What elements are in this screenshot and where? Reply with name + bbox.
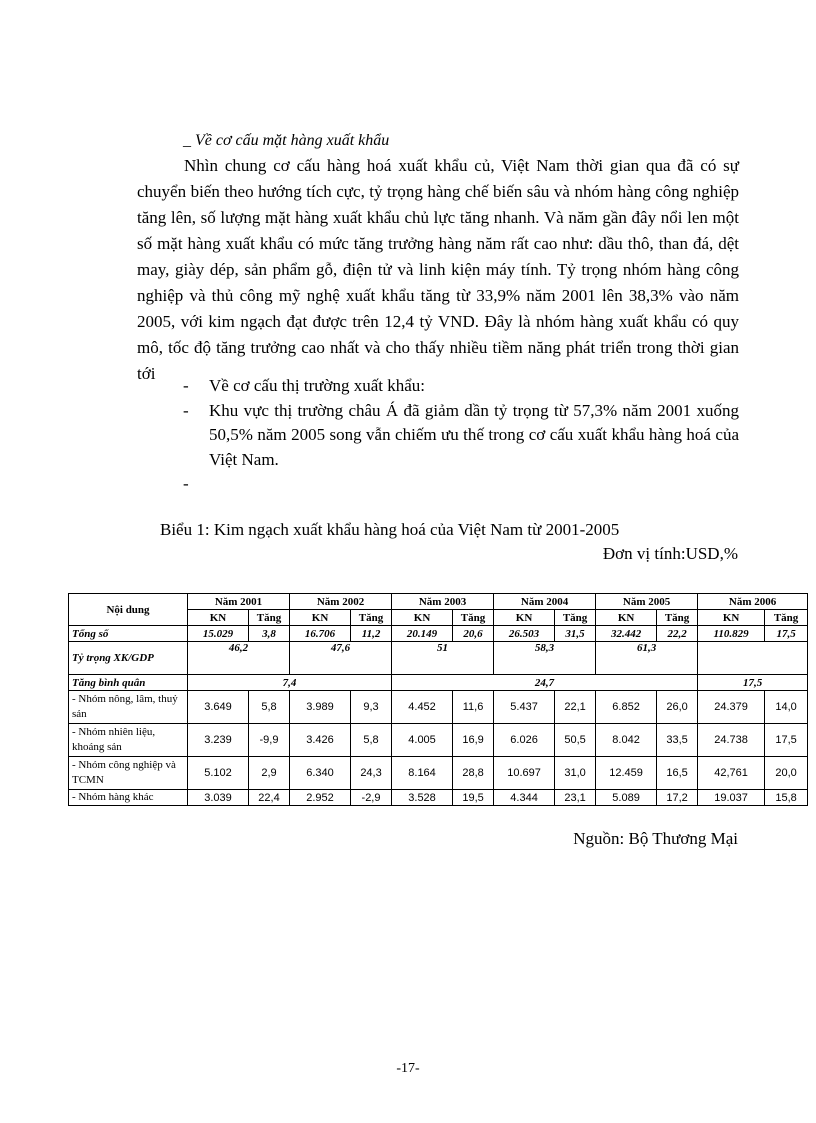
table-cell: 20,0 [765,757,808,790]
table-cell: 3.528 [392,790,453,806]
header-tang: Tăng [249,610,290,626]
table-cell: 6.852 [596,691,657,724]
table-cell: 3.989 [290,691,351,724]
header-tang: Tăng [351,610,392,626]
table-cell: 28,8 [453,757,494,790]
table-cell: 17,2 [657,790,698,806]
bullet-dash: - [183,474,189,493]
row-label: - Nhóm hàng khác [69,790,188,806]
group-row [69,757,808,790]
row-label: - Nhóm nông, lâm, thuỷ sản [69,691,188,724]
body-paragraph: Nhìn chung cơ cấu hàng hoá xuất khẩu củ, Việt Nam thời gian qua đã có sự chuyển biến theo hướng tích cực, tỷ trọng hàng chế biến sâu và nhóm hàng công nghiệp tăng lên, số lượng mặt hàng xuất khẩu chủ lực tăng nhanh. Và năm gần đây nổi len một số mặt hàng xuất khẩu có mức tăng trưởng hàng năm rất cao như: dầu thô, than đá, dệt may, giày dép, sản phẩm gỗ, điện tử và linh kiện máy tính. Tỷ trọng nhóm hàng công nghiệp và thủ công mỹ nghệ xuất khẩu tăng từ 33,9% năm 2001 lên 38,3% vào năm 2005, với kim ngạch đạt được trên 12,4 tỷ VND. Đây là nhóm hàng xuất khẩu có quy mô, tốc độ tăng trưởng cao nhất và cho thấy nhiều tiềm năng phát triển trong thời gian tới [137,156,739,383]
table-cell: 47,6 [290,642,392,675]
header-year: Năm 2006 [698,594,808,610]
table-cell: 22,1 [555,691,596,724]
table-cell: 17,5 [765,724,808,757]
header-year: Năm 2001 [188,594,290,610]
table-cell: 15,8 [765,790,808,806]
table-header-row [69,594,808,610]
table-cell: 3.426 [290,724,351,757]
bullet-item [183,374,739,399]
average-row [69,675,808,691]
header-kn: KN [494,610,555,626]
table-cell: 61,3 [596,642,698,675]
bullet-text: Về cơ cấu thị trường xuất khẩu: [209,376,426,395]
table-cell: 6.026 [494,724,555,757]
header-year: Năm 2004 [494,594,596,610]
header-tang: Tăng [657,610,698,626]
table-cell: 33,5 [657,724,698,757]
table-cell: 10.697 [494,757,555,790]
table-cell: 24,7 [392,675,698,691]
table-cell: 17,5 [698,675,808,691]
table-cell: 17,5 [765,626,808,642]
table-cell: 16.706 [290,626,351,642]
group-row [69,790,808,806]
header-kn: KN [596,610,657,626]
table-cell: 3,8 [249,626,290,642]
table-cell: 11,6 [453,691,494,724]
table-cell: 5.102 [188,757,249,790]
row-label: - Nhóm nhiên liệu, khoáng sản [69,724,188,757]
table-cell: 5,8 [249,691,290,724]
table-cell: 4.005 [392,724,453,757]
group-row [69,691,808,724]
header-year: Năm 2005 [596,594,698,610]
header-tang: Tăng [765,610,808,626]
bullet-item [183,399,739,473]
table-cell: 16,9 [453,724,494,757]
table-cell: 31,5 [555,626,596,642]
header-content: Nội dung [69,594,188,626]
table-cell: 19.037 [698,790,765,806]
table-cell: 6.340 [290,757,351,790]
total-row [69,626,808,642]
table-cell: 42,761 [698,757,765,790]
table-cell: 5.089 [596,790,657,806]
table-cell: 31,0 [555,757,596,790]
table-cell: 12.459 [596,757,657,790]
bullet-list [183,374,739,493]
bullet-dash: - [183,376,189,395]
header-tang: Tăng [555,610,596,626]
header-kn: KN [290,610,351,626]
group-row [69,724,808,757]
table-cell: 51 [392,642,494,675]
table-cell: 23,1 [555,790,596,806]
table-cell: 58,3 [494,642,596,675]
table-cell: 110.829 [698,626,765,642]
ratio-row [69,642,808,675]
unit-label: Đơn vị tính:USD,% [602,544,738,563]
table-cell: 16,5 [657,757,698,790]
table-cell: 5,8 [351,724,392,757]
header-year: Năm 2002 [290,594,392,610]
table-cell: 9,3 [351,691,392,724]
table-cell: 22,4 [249,790,290,806]
table-cell: 5.437 [494,691,555,724]
header-kn: KN [698,610,765,626]
table-cell: 3.039 [188,790,249,806]
header-year: Năm 2003 [392,594,494,610]
table-cell [698,642,808,675]
table-cell: 26,0 [657,691,698,724]
table-cell: 4.452 [392,691,453,724]
table-cell: 19,5 [453,790,494,806]
header-kn: KN [188,610,249,626]
table-cell: 11,2 [351,626,392,642]
header-kn: KN [392,610,453,626]
source-note: Nguồn: Bộ Thương Mại [573,829,738,848]
table-cell: 2.952 [290,790,351,806]
table-cell: 22,2 [657,626,698,642]
row-label: Tăng bình quân [69,675,188,691]
table-cell: 3.649 [188,691,249,724]
table-cell: 32.442 [596,626,657,642]
table-cell: 3.239 [188,724,249,757]
page-number: -17- [396,1061,420,1076]
table-cell: -9,9 [249,724,290,757]
section-subheading: _ Về cơ cấu mặt hàng xuất khẩu [183,132,390,149]
row-label: - Nhóm công nghiệp và TCMN [69,757,188,790]
table-cell: 50,5 [555,724,596,757]
table-cell: 24.738 [698,724,765,757]
bullet-dash: - [183,400,189,420]
table-cell: 7,4 [188,675,392,691]
table-cell: 24,3 [351,757,392,790]
table-cell: 20.149 [392,626,453,642]
table-cell: 26.503 [494,626,555,642]
table-cell: 2,9 [249,757,290,790]
table-cell: 20,6 [453,626,494,642]
row-label: Tỷ trọng XK/GDP [69,642,188,675]
table-cell: 46,2 [188,642,290,675]
table-cell: 8.164 [392,757,453,790]
row-label: Tổng số [69,626,188,642]
export-table [68,593,808,806]
table-caption: Biểu 1: Kim ngạch xuất khẩu hàng hoá của Việt Nam từ 2001-2005 [160,520,620,539]
header-tang: Tăng [453,610,494,626]
table-cell: 24.379 [698,691,765,724]
table-cell: 15.029 [188,626,249,642]
table-cell: 4.344 [494,790,555,806]
table-cell: 14,0 [765,691,808,724]
table-cell: 8.042 [596,724,657,757]
table-cell: -2,9 [351,790,392,806]
bullet-text: Khu vực thị trường châu Á đã giảm dần tỷ trọng từ 57,3% năm 2001 xuống 50,5% năm 2005 song vẫn chiếm ưu thế trong cơ cấu xuất khẩu hàng hoá của Việt Nam. [209,400,739,469]
